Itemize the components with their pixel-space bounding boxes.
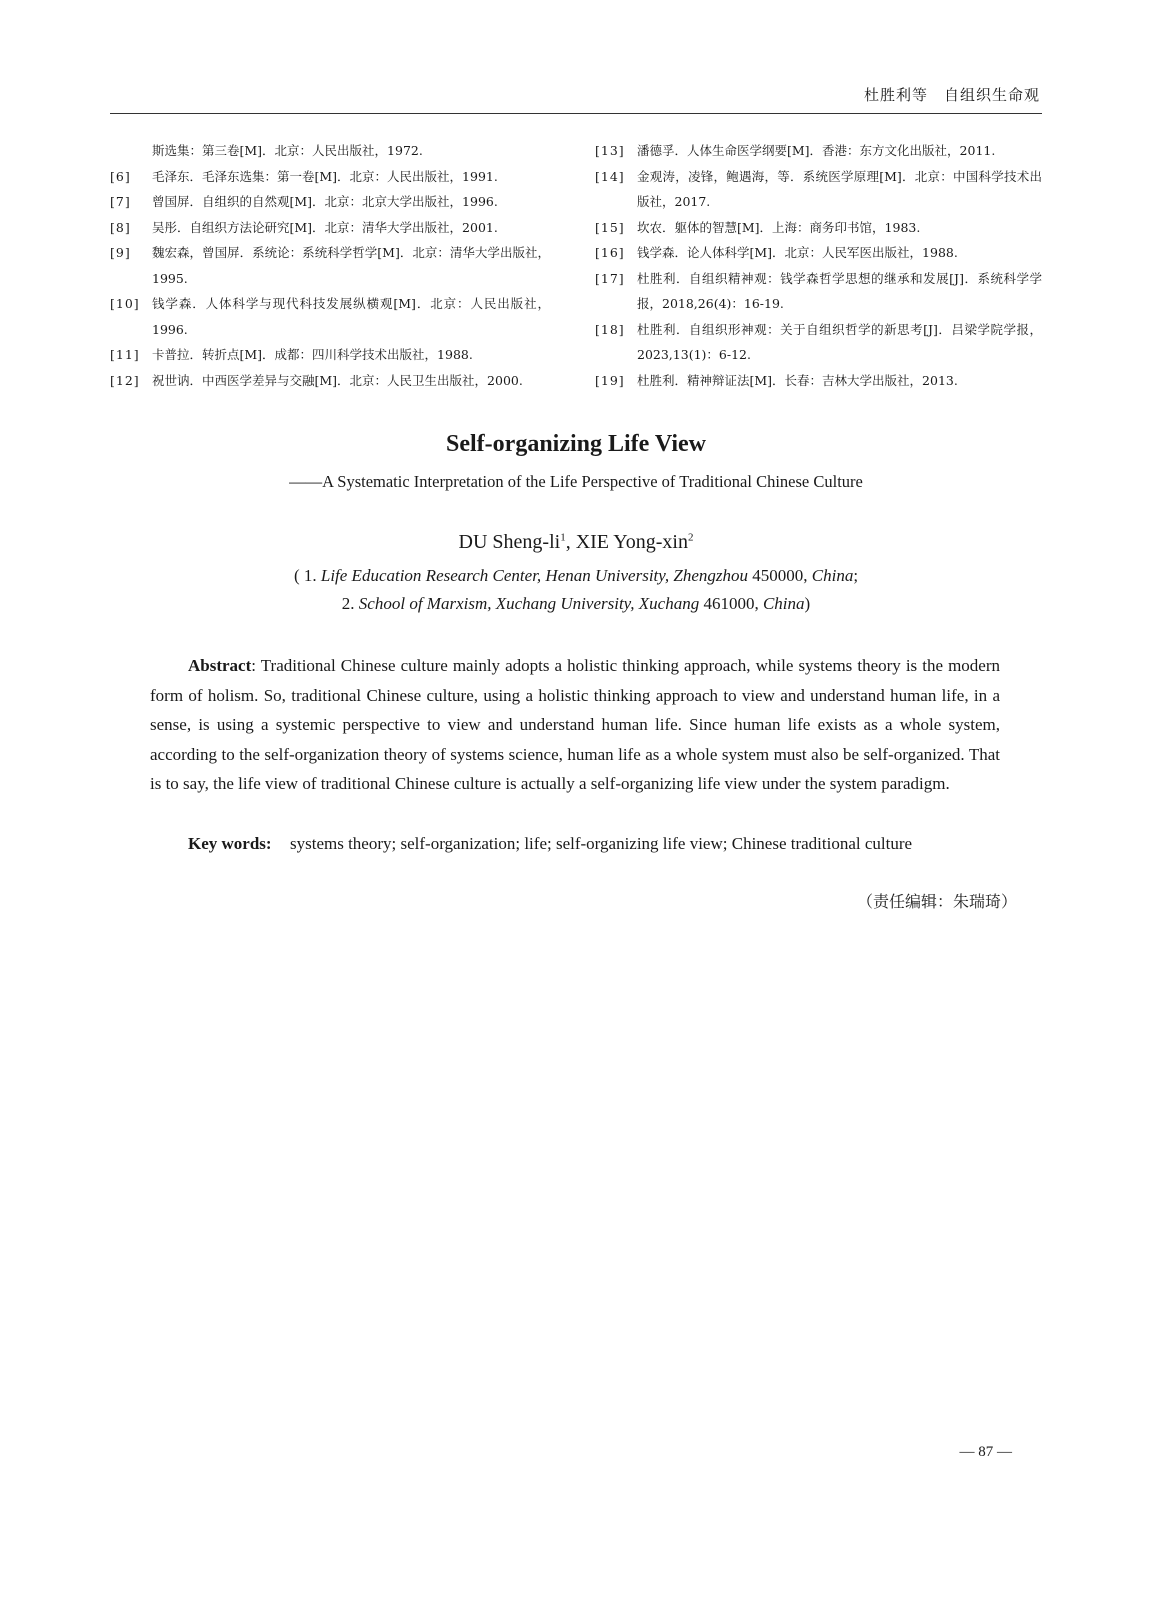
- reference-text: 吴彤．自组织方法论研究[M]．北京：清华大学出版社，2001.: [152, 219, 498, 235]
- authors-line: [0, 531, 1152, 554]
- affiliation-2-country: China: [762, 594, 805, 613]
- reference-item: [595, 240, 1042, 266]
- reference-item: [110, 240, 550, 291]
- reference-item: [110, 138, 550, 164]
- reference-number: [19]: [595, 372, 625, 388]
- affiliation-1-country: China: [811, 566, 854, 585]
- reference-number: [10]: [110, 296, 140, 311]
- reference-item: [110, 291, 550, 342]
- reference-text: 毛泽东．毛泽东选集：第一卷[M]．北京：人民出版社，1991.: [152, 168, 498, 184]
- reference-item: [110, 368, 550, 394]
- affiliation-2: [0, 594, 1152, 614]
- reference-text: 曾国屏．自组织的自然观[M]．北京：北京大学出版社，1996.: [152, 194, 498, 209]
- author-2: XIE Yong-xin: [575, 531, 688, 553]
- header-rule: [110, 113, 1042, 114]
- author-1: DU Sheng-li: [458, 531, 561, 553]
- reference-number: [16]: [595, 245, 625, 260]
- reference-text: 斯选集：第三卷[M]．北京：人民出版社，1972.: [152, 143, 423, 158]
- reference-text: 金观涛，凌锋，鲍遇海，等．系统医学原理[M]．北京：中国科学技术出版社，2017.: [637, 168, 1042, 209]
- reference-item: [595, 317, 1042, 368]
- reference-item: [595, 266, 1042, 317]
- keywords-label: [188, 829, 272, 859]
- reference-item: [110, 215, 550, 241]
- reference-text: 坎农．躯体的智慧[M]．上海：商务印书馆，1983.: [637, 219, 921, 235]
- reference-number: [14]: [595, 168, 625, 184]
- reference-number: [6]: [110, 168, 131, 184]
- reference-text: 卡普拉．转折点[M]．成都：四川科学技术出版社，1988.: [152, 347, 473, 362]
- reference-text: 钱学森．人体科学与现代科技发展纵横观[M]．北京：人民出版社，1996.: [152, 296, 550, 337]
- reference-item: [595, 164, 1042, 215]
- affiliation-2-prefix: 2.: [341, 594, 359, 613]
- abstract-colon: :: [251, 656, 261, 675]
- reference-number: [18]: [595, 321, 625, 337]
- reference-text: 魏宏森，曾国屏．系统论：系统科学哲学[M]．北京：清华大学出版社，1995.: [152, 245, 550, 286]
- abstract-label: Abstract: [188, 656, 252, 675]
- keywords-block: [150, 829, 1000, 859]
- reference-number: [7]: [110, 194, 131, 209]
- affiliation-2-postcode: 461000,: [699, 594, 763, 613]
- abstract-paragraph: [150, 651, 1000, 799]
- reference-item: [110, 164, 550, 190]
- reference-text: 杜胜利．精神辩证法[M]．长春：吉林大学出版社，2013.: [637, 372, 958, 388]
- keywords-text: systems theory; self-organization; life; self-organizing life view; Chinese traditional culture: [290, 834, 913, 853]
- affiliation-1-institution: Life Education Research Center, Henan University, Zhengzhou: [320, 566, 749, 585]
- reference-item: [110, 189, 550, 215]
- affiliation-2-suffix: ): [804, 594, 811, 613]
- article-subtitle: ——A Systematic Interpretation of the Life Perspective of Traditional Chinese Culture: [289, 472, 863, 491]
- keywords-label-text: Key words: [188, 834, 266, 853]
- affiliation-2-institution: School of Marxism, Xuchang University, Xuchang: [358, 594, 700, 613]
- abstract-text: Traditional Chinese culture mainly adopts a holistic thinking approach, while systems theory is the modern form of holism. So, traditional Chinese culture, using a holistic thinking approach to view and understand human life, in a sense, is using a systemic perspective to view and understand human life. Since human life exists as a whole system, according to the self-organization theory of systems science, human life as a whole system must also be self-organized. That is to say, the life view of traditional Chinese culture is actually a self-organizing life view under the system paradigm.: [150, 656, 1000, 793]
- reference-text: 祝世讷．中西医学差异与交融[M]．北京：人民卫生出版社，2000.: [152, 372, 523, 388]
- responsible-editor: （责任编辑：朱瑞琦）: [856, 892, 1017, 911]
- affiliation-1-prefix: ( 1.: [293, 566, 321, 585]
- reference-item: [110, 342, 550, 368]
- reference-number: [15]: [595, 219, 625, 235]
- reference-text: 潘德孚．人体生命医学纲要[M]．香港：东方文化出版社，2011.: [637, 143, 996, 158]
- reference-item: [595, 215, 1042, 241]
- running-head: 杜胜利等 自组织生命观: [863, 86, 1040, 104]
- reference-text: 杜胜利．自组织精神观：钱学森哲学思想的继承和发展[J]．系统科学学报，2018,26(4)：16-19.: [637, 270, 1042, 311]
- reference-number: [13]: [595, 143, 625, 158]
- reference-text: 杜胜利．自组织形神观：关于自组织哲学的新思考[J]．吕梁学院学报，2023,13(1)：6-12.: [637, 321, 1042, 362]
- reference-item: [595, 368, 1042, 394]
- references-left-column: [110, 138, 550, 393]
- author-1-affil-mark: 1: [560, 531, 566, 544]
- keywords-colon: :: [265, 834, 272, 853]
- article-title: Self-organizing Life View: [446, 431, 706, 457]
- reference-number: [12]: [110, 372, 140, 388]
- affiliation-1-postcode: 450000,: [748, 566, 812, 585]
- reference-text: 钱学森．论人体科学[M]．北京：人民军医出版社，1988.: [637, 245, 958, 260]
- references-right-column: [595, 138, 1042, 393]
- reference-number: [9]: [110, 245, 131, 260]
- affiliation-1-suffix: ;: [853, 566, 859, 585]
- affiliation-1: [0, 566, 1152, 586]
- reference-number: [11]: [110, 347, 140, 362]
- reference-number: [17]: [595, 270, 625, 286]
- reference-number: [8]: [110, 219, 131, 235]
- author-2-affil-mark: 2: [687, 531, 694, 544]
- reference-item: [595, 138, 1042, 164]
- page-number: — 87 —: [959, 1444, 1012, 1460]
- author-separator: ,: [565, 531, 576, 553]
